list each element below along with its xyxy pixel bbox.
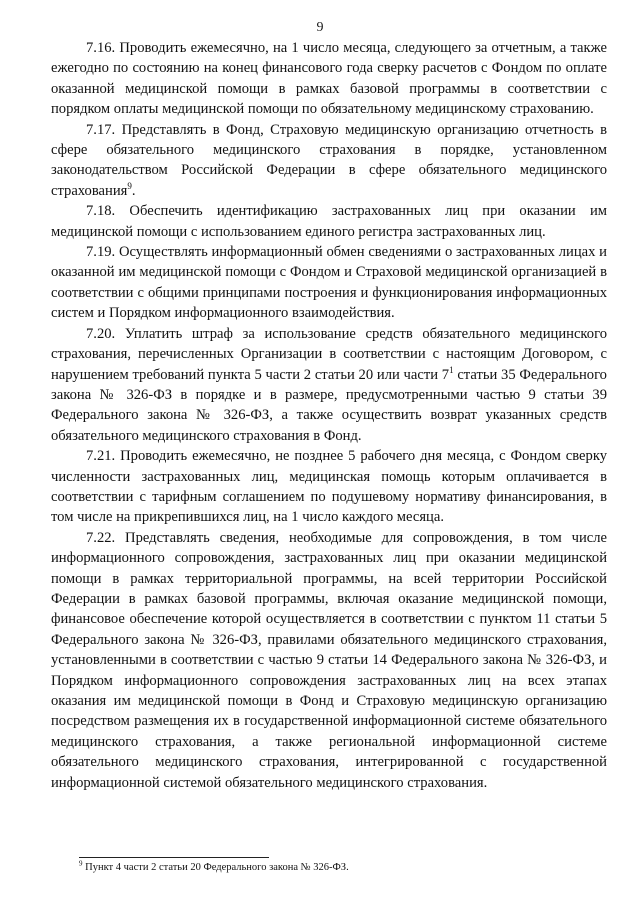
clause-7-16 — [51, 38, 607, 120]
clause-7-18 — [51, 201, 607, 242]
clause-text: 7.21. Проводить ежемесячно, не позднее 5 рабочего дня месяца, с Фондом сверку численности застрахованных лиц, медицинская помощь которым оплачивается в соответствии с тарифным соглашением по подушевому нормативу финансирования, в том числе на прикрепившихся лиц, на 1 число каждого месяца. — [51, 448, 607, 526]
clause-text-tail: статьи 35 Федерального закона № 326-ФЗ в порядке и в размере, предусмотренными частью 9 статьи 39 Федерального закона № 326-ФЗ, а также осуществить возврат указанных средств обязательного медицинского страхования в Фонд. — [51, 366, 607, 444]
footnote — [79, 859, 599, 873]
clause-7-20 — [51, 324, 607, 446]
page-number: 9 — [316, 20, 324, 35]
clause-text-tail: . — [131, 182, 136, 199]
clause-text: 7.17. Представлять в Фонд, Страховую медицинскую организацию отчетность в сфере обязательного медицинского страхования в порядке, установленном законодательством Российской Федерации в сфере обязательного медицинского страхования — [51, 121, 607, 199]
clause-text: 7.16. Проводить ежемесячно, на 1 число месяца, следующего за отчетным, а также ежегодно по состоянию на конец финансового года сверку расчетов с Фондом по оплате оказанной медицинской помощи в рамках базовой программы в соответствии с порядком оплаты медицинской помощи по обязательному медицинскому страхованию. — [51, 40, 607, 118]
footnote-mark: 9 — [79, 859, 83, 868]
footnote-text: Пункт 4 части 2 статьи 20 Федерального закона № 326-ФЗ. — [82, 862, 349, 873]
clause-7-19 — [51, 242, 607, 324]
clause-text: 7.19. Осуществлять информационный обмен сведениями о застрахованных лицах и оказанной им медицинской помощи с Фондом и Страховой медицинской организацией в соответствии с общими принципами построения и функционирования информационных систем и Порядком информационного взаимодействия. — [51, 244, 607, 322]
footnote-ref: 9 — [127, 180, 132, 191]
clause-text: 7.22. Представлять сведения, необходимые для сопровождения, в том числе информационного сопровождения, застрахованных лиц при оказании медицинской помощи в рамках территориальной программы, на всей территории Российской Федерации в рамках базовой программы, включая оказание медицинской помощи, финансовое обеспечение которой осуществляется в соответствии с пунктом 11 статьи 5 Федерального закона № 326-ФЗ, правилами обязательного медицинского страхования, установленными в соответствии с частью 9 статьи 14 Федерального закона № 326-ФЗ, и Порядком информационного сопровождения застрахованных лиц на всех этапах оказания им медицинской помощи в Фонд и Страховую медицинскую организацию посредством размещения их в государственной информационной системе обязательного медицинского страхования, а также региональной информационной системе обязательного медицинского страхования, интегрированной с государственной информационной системой обязательного медицинского страхования. — [51, 529, 607, 791]
superscript-part: 1 — [449, 364, 454, 375]
clause-text: 7.18. Обеспечить идентификацию застрахованных лиц при оказании им медицинской помощи с использованием единого регистра застрахованных лиц. — [51, 203, 607, 240]
clause-7-17 — [51, 120, 607, 202]
clause-7-21 — [51, 446, 607, 528]
footnote-divider — [79, 857, 269, 858]
document-body — [51, 38, 607, 793]
clause-7-22 — [51, 528, 607, 793]
clause-text: 7.20. Уплатить штраф за использование средств обязательного медицинского страхования, перечисленных Организации в соответствии с настоящим Договором, с нарушением требований пункта 5 части 2 статьи 20 или части 7 — [51, 325, 607, 383]
